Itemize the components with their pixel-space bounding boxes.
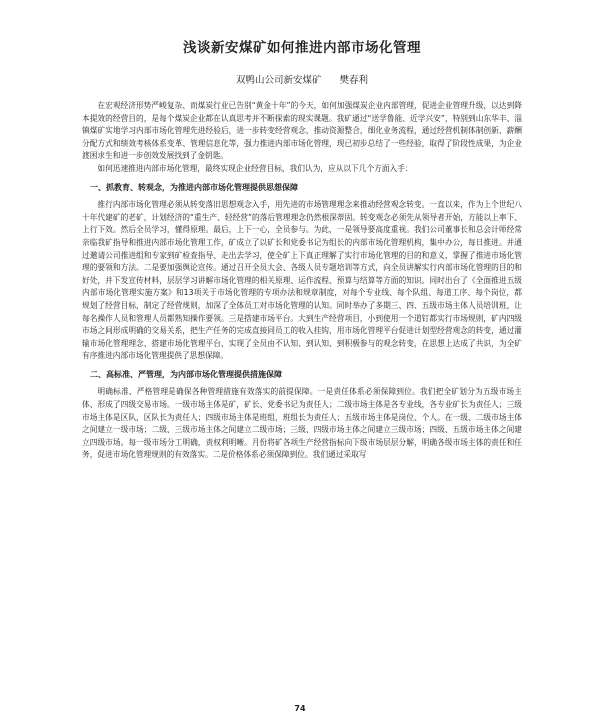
section-paragraph: 推行内部市场化管理必须从转变落旧思想观念入手，用先进的市场管理理念来推动经营观念转变。一直以来，作为上个世纪八十年代建矿的老矿，计划经济的“重生产、轻经营”的落后管理理念仍然根深蒂固。转变观念必须先从领导者开始，方能以上率下、上行下效。然后全员学习，懂得原理。最后，上下一心，全员参与。为此，一是领导要高度重视。我们公司董事长和总会计师经常亲临我矿指导和推进内部市场化管理工作，矿成立了以矿长和党委书记为组长的内部市场化管理机构，集中办公，每日推进。并通过邀请公司推进组和专家到矿检查指导、走出去学习，使全矿上下真正理解了实行市场化管理的目的和意义，掌握了推进市场化管理的要领和方法。二是要加强舆论宣传。通过召开全员大会、各级人员专题培训等方式，向全员讲解实行内部市场化管理的目的和好处，并下发宣传材料，层层学习讲解市场化管理的相关原理、运作流程、预算与结算等方面的知识。同时出台了《全面推进五级内部市场化管理实施方案》和13项关于市场化管理的专项办法和规章制度，对每个专业线、每个队组、每道工序、每个岗位，都规划了经营目标，制定了经营规则，加深了全体员工对市场化管理的认知。同时举办了多期三、四、五级市场主体人员培训班，让每名操作人员和管理人员都熟知操作要领。三是搭建市场平台。大到生产经营项目，小到使用一个道钉都实行市场规则，矿内四级市场之间形成明确的交易关系，把生产任务的完成直接同员工的收入挂钩，用市场化管理平台促进计划型经营观念的转变，通过灌输市场化管理理念、搭建市场化管理平台，实现了全员由不认知、到认知、到积极参与的观念转变，在思想上达成了共识，为全矿有序推进内部市场化管理提供了思想保障。 (82, 200, 522, 361)
author-line (82, 72, 522, 86)
section-paragraph: 明确标准、严格管理是确保各种管理措施有效落实的前提保障。一是责任体系必须保障到位。我们把全矿划分为五级市场主体、形成了四级交易市场。一级市场主体是矿，矿长、党委书记为责任人；二级市场主体是各专业线，各专业矿长为责任人；三级市场主体是区队，区队长为责任人；四级市场主体是班组，班组长为责任人；五级市场主体是岗位、个人。在一级、二级市场主体之间建立一级市场；二级、三级市场主体之间建立二级市场；三级、四级市场主体之间建立三级市场；四级、五级市场主体之间建立四级市场。每一级市场分工明确，责权利明晰。月份将矿各项生产经营指标向下级市场层层分解，明确各级市场主体的责任和任务，促进市场化管理规则的有效落实。二是价格体系必须保障到位。我们通过采取写 (82, 387, 522, 460)
section-1 (82, 182, 522, 363)
section-heading: 一、抓教育、转观念，为推进内部市场化管理提供思想保障 (90, 182, 298, 192)
intro-paragraph: 如何迅速推进内部市场化管理，最终实现企业经营目标，我们认为，应从以下几个方面入手： (97, 163, 413, 173)
section-heading: 二、高标准、严管理，为内部市场化管理提供措施保障 (90, 369, 282, 379)
section-2 (82, 369, 522, 462)
paper-title: 浅谈新安煤矿如何推进内部市场化管理 (183, 40, 421, 56)
page-number: 74 (294, 704, 306, 713)
author-affiliation: 双鸭山公司新安煤矿 (235, 75, 322, 86)
intro-paragraph: 在宏观经济形势严峻复杂、而煤炭行业已告别“黄金十年”的今天，如何加强煤炭企业内部管理，促进企业管理升级，以达到降本提效的经营目的，是每个煤炭企业都在认真思考并不断探索的现实课题。我矿通过“送学鲁能、近学兴安”，特别到山东华丰、淄镇煤矿实地学习内部市场化管理先进经验后，进一步转变经营观念，推动资源整合，细化业务流程，通过经营机制体制创新、薪酬分配方式和绩效考核体系变革、管理信息化等，强力推进内部市场化管理，现已初步总结了一些经验，取得了阶段性成果，为企业渡困求生和进一步创效发展找到了金钥匙。 (82, 101, 522, 161)
author-name: 樊春利 (339, 75, 369, 86)
